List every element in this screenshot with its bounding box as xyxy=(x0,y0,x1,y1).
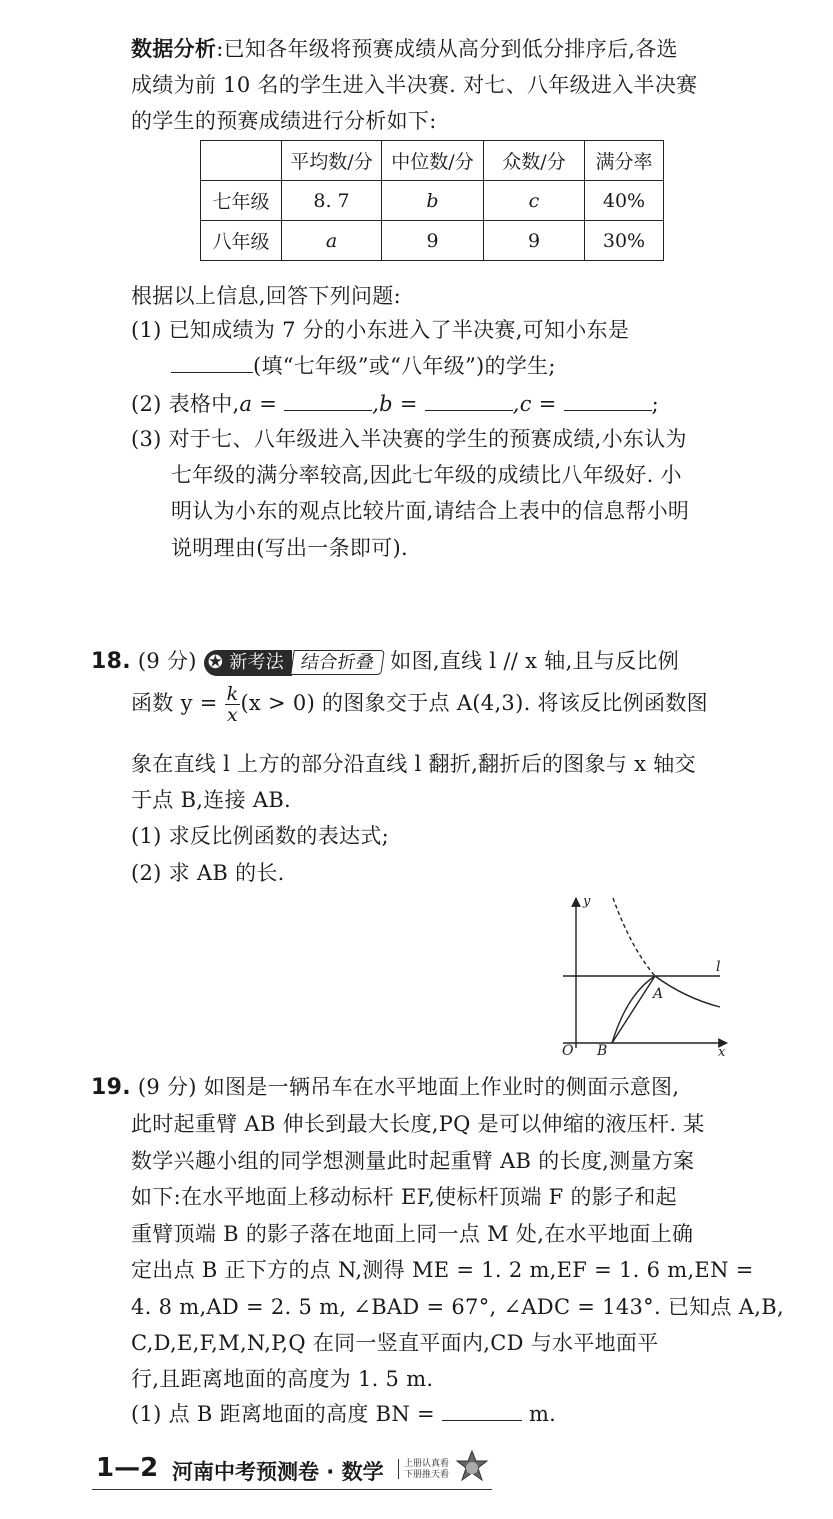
fraction-denominator: x xyxy=(227,704,239,726)
q17-part2-end: ; xyxy=(651,392,660,416)
q19-line-5: 重臂顶端 B 的影子落在地面上同一点 M 处,在水平地面上确 xyxy=(131,1222,694,1246)
q19-line-9: 行,且距离地面的高度为 1. 5 m. xyxy=(131,1367,434,1391)
hyperbola-dashed-part xyxy=(613,898,655,976)
table-header-cell: 平均数/分 xyxy=(282,141,382,181)
q18-sub-2: (2) 求 AB 的长. xyxy=(131,861,285,885)
q19-line-2: 此时起重臂 AB 伸长到最大长度,PQ 是可以伸缩的液压杆. 某 xyxy=(131,1112,705,1136)
footer-rule xyxy=(92,1489,492,1490)
q17-part2-prefix: (2) 表格中, xyxy=(131,392,240,416)
q17-part3-line2: 七年级的满分率较高,因此七年级的成绩比八年级好. 小 xyxy=(171,463,682,487)
logo-badge-icon xyxy=(452,1449,492,1485)
answer-blank-a[interactable] xyxy=(284,409,372,411)
table-cell: 40% xyxy=(585,181,664,221)
q19-line-3: 数学兴趣小组的同学想测量此时起重臂 AB 的长度,测量方案 xyxy=(131,1149,695,1173)
footer-title: 河南中考预测卷 · 数学 xyxy=(172,1460,384,1484)
new-method-label: 新考法 xyxy=(229,651,285,673)
table-cell: 9 xyxy=(484,221,585,261)
table-cell: 8. 7 xyxy=(282,181,382,221)
q18-score: (9 分) xyxy=(137,649,197,673)
q17-intro: 根据以上信息,回答下列问题: xyxy=(131,284,401,308)
q18-line-4: 于点 B,连接 AB. xyxy=(131,788,292,812)
label-o: O xyxy=(562,1043,574,1059)
answer-blank[interactable] xyxy=(171,371,253,373)
footer-tagline-2: 下册推天看 xyxy=(404,1470,450,1480)
new-method-badge xyxy=(204,650,292,676)
q18-figure xyxy=(555,890,735,1060)
q17-part2-a-label: a = xyxy=(239,392,278,416)
table-cell: b xyxy=(382,181,484,221)
q19-line-1-text: (9 分) 如图是一辆吊车在水平地面上作业时的侧面示意图, xyxy=(137,1075,680,1099)
q19-line-6: 定出点 B 正下方的点 N,测得 ME = 1. 2 m,EF = 1. 6 m,EN = xyxy=(131,1258,754,1282)
footer-tagline xyxy=(404,1459,449,1481)
fraction-k-over-x xyxy=(225,684,241,725)
analysis-line-3: 的学生的预赛成绩进行分析如下: xyxy=(131,109,437,133)
footer-divider xyxy=(398,1459,399,1479)
q18-line-2-a: 函数 y = xyxy=(131,691,218,715)
q19-line-8: C,D,E,F,M,N,P,Q 在同一竖直平面内,CD 与水平地面平 xyxy=(131,1331,659,1355)
q19-line-1 xyxy=(91,1071,679,1101)
table-header-cell xyxy=(201,141,282,181)
q19-sub-1 xyxy=(131,1398,556,1428)
q17-part3-line4: 说明理由(写出一条即可). xyxy=(171,536,408,560)
stats-table xyxy=(200,140,664,261)
q19-sub-1-prefix: (1) 点 B 距离地面的高度 BN = xyxy=(131,1402,435,1426)
answer-blank-b[interactable] xyxy=(425,409,513,411)
table-header-row xyxy=(201,141,664,181)
q19-sub-1-unit: m. xyxy=(528,1402,557,1426)
footer-tagline-1: 上册认真看 xyxy=(404,1459,450,1469)
answer-blank-bn[interactable] xyxy=(442,1419,522,1421)
table-cell: 9 xyxy=(382,221,484,261)
label-x: x xyxy=(718,1045,726,1060)
analysis-heading: 数据分析 xyxy=(131,36,217,61)
q17-part2 xyxy=(131,388,659,418)
q18-line-3: 象在直线 l 上方的部分沿直线 l 翻折,翻折后的图象与 x 轴交 xyxy=(131,752,696,776)
label-a: A xyxy=(653,986,664,1002)
table-cell: 七年级 xyxy=(201,181,282,221)
label-b: B xyxy=(597,1043,608,1059)
q19-line-7: 4. 8 m,AD = 2. 5 m, ∠BAD = 67°, ∠ADC = 143°. 已知点 A,B, xyxy=(131,1295,784,1319)
table-row xyxy=(201,221,664,261)
analysis-line-1-text: :已知各年级将预赛成绩从高分到低分排序后,各选 xyxy=(216,37,678,61)
q18-sub-1: (1) 求反比例函数的表达式; xyxy=(131,824,389,848)
label-y: y xyxy=(583,894,591,909)
q18-line-2-b: (x > 0) 的图象交于点 A(4,3). 将该反比例函数图 xyxy=(240,691,708,715)
answer-blank-c[interactable] xyxy=(564,409,652,411)
table-row xyxy=(201,181,664,221)
hyperbola-lower-part xyxy=(655,976,720,1007)
table-cell: a xyxy=(282,221,382,261)
analysis-line-2: 成绩为前 10 名的学生进入半决赛. 对七、八年级进入半决赛 xyxy=(131,73,698,97)
q17-part1-line2-text: (填“七年级”或“八年级”)的学生; xyxy=(253,354,556,378)
q18-number: 18. xyxy=(91,649,131,674)
table-header-cell: 众数/分 xyxy=(484,141,585,181)
table-cell: 八年级 xyxy=(201,221,282,261)
table-header-cell: 满分率 xyxy=(585,141,664,181)
q19-number: 19. xyxy=(91,1075,131,1100)
q19-line-4: 如下:在水平地面上移动标杆 EF,使标杆顶端 F 的影子和起 xyxy=(131,1185,677,1209)
table-cell: 30% xyxy=(585,221,664,261)
q17-part2-c-label: ,c = xyxy=(512,392,557,416)
analysis-line-1 xyxy=(131,33,678,63)
star-icon: ✪ xyxy=(207,651,224,673)
label-l: l xyxy=(716,959,721,975)
q17-part3-line3: 明认为小东的观点比较片面,请结合上表中的信息帮小明 xyxy=(171,499,690,523)
q17-part3-line1: (3) 对于七、八年级进入半决赛的学生的预赛成绩,小东认为 xyxy=(131,427,687,451)
fraction-numerator: k xyxy=(226,683,239,705)
q18-line-2 xyxy=(131,684,708,725)
table-cell: c xyxy=(484,181,585,221)
q18-line-1-text: 如图,直线 l // x 轴,且与反比例 xyxy=(390,649,680,673)
segment-ab xyxy=(612,976,655,1043)
topic-badge: 结合折叠 xyxy=(290,650,385,675)
q17-part1-line1: (1) 已知成绩为 7 分的小东进入了半决赛,可知小东是 xyxy=(131,318,630,342)
q18-line-1 xyxy=(91,645,679,676)
page-number: 1—2 xyxy=(96,1453,159,1483)
table-header-cell: 中位数/分 xyxy=(382,141,484,181)
q17-part1-line2 xyxy=(171,350,556,380)
q17-part2-b-label: ,b = xyxy=(372,392,418,416)
